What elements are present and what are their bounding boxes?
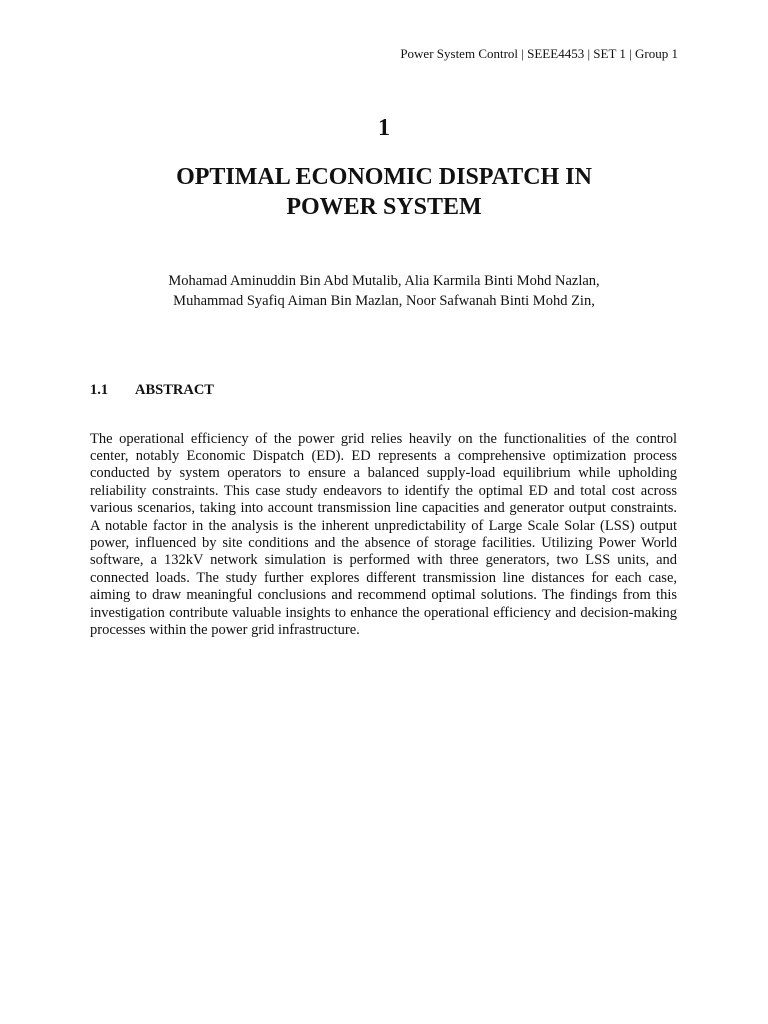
abstract-paragraph: The operational efficiency of the power grid relies heavily on the functionalities of the control center, notably Economic Dispatch (ED). ED represents a comprehensive optimization process conducted by system operators to ensure a balanced supply-load equilibrium while upholding reliability constraints. This case study endeavors to identify the optimal ED and total cost across various scenarios, taking into account transmission line capacities and generator output constraints. A notable factor in the analysis is the inherent unpredictability of Large Scale Solar (LSS) output power, influenced by site conditions and the absence of storage facilities. Utilizing Power World software, a 132kV network simulation is performed with three generators, two LSS units, and connected loads. The study further explores different transmission line distances for each case, aiming to draw meaningful conclusions and recommend optimal solutions. The findings from this investigation contribute valuable insights to enhance the operational efficiency and decision-making processes within the power grid infrastructure. — [90, 430, 677, 638]
chapter-number: 1 — [378, 115, 390, 141]
running-header: Power System Control | SEEE4453 | SET 1 | Group 1 — [400, 46, 678, 61]
chapter-title-line-2: POWER SYSTEM — [286, 194, 482, 220]
chapter-title-line-1: OPTIMAL ECONOMIC DISPATCH IN — [176, 164, 592, 190]
abstract-heading — [90, 380, 214, 400]
section-title: ABSTRACT — [135, 382, 214, 398]
chapter-title — [0, 162, 768, 222]
author-line-1: Mohamad Aminuddin Bin Abd Mutalib, Alia Karmila Binti Mohd Nazlan, — [168, 273, 600, 289]
author-line-2: Muhammad Syafiq Aiman Bin Mazlan, Noor Safwanah Binti Mohd Zin, — [173, 293, 595, 309]
author-list — [0, 271, 768, 311]
section-number: 1.1 — [90, 382, 109, 398]
